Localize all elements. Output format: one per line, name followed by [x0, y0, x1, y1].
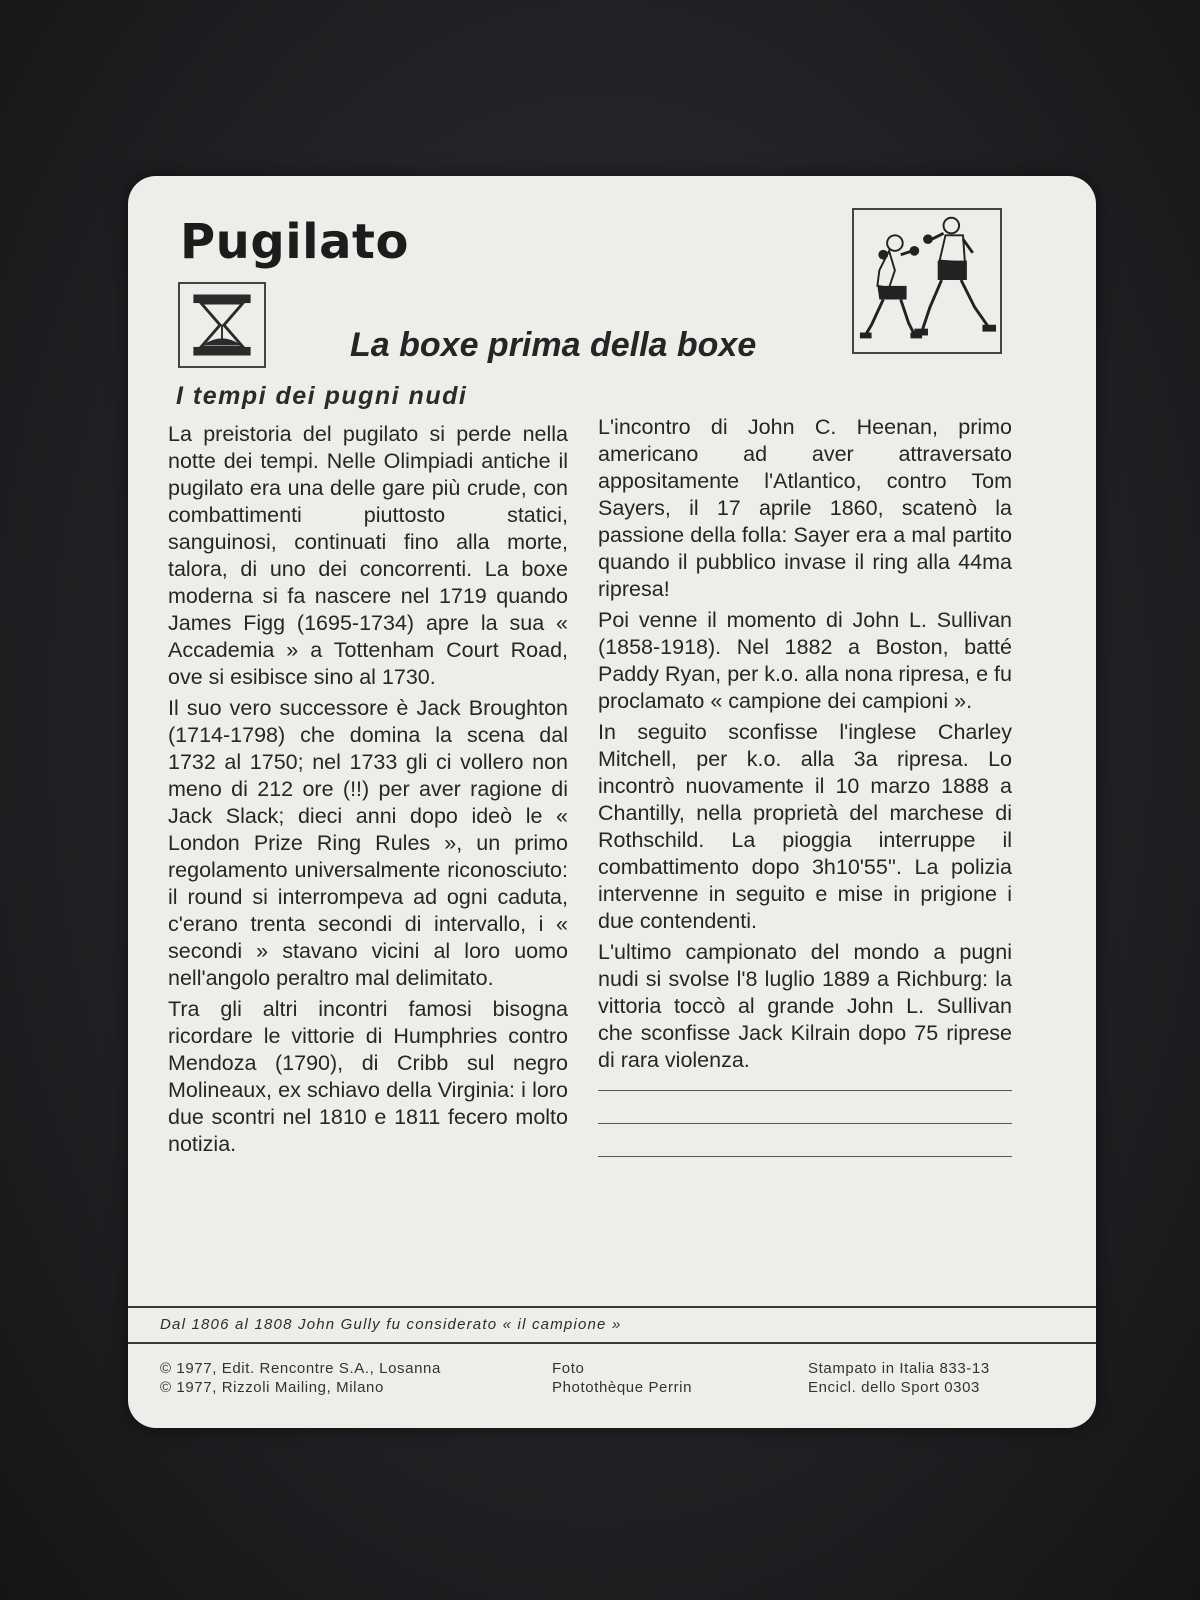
divider [128, 1342, 1096, 1344]
paragraph: Tra gli altri incontri famosi bisogna ricordare le vittorie di Humphries contro Mendoza (1790), di Cribb sul negro Molineaux, ex schiavo della Virginia: i loro due scontri nel 1810 e 1811 fecero molto notizia. [168, 997, 568, 1156]
photo-label: Foto [552, 1360, 585, 1377]
printed-line: Stampato in Italia 833-13 [808, 1360, 990, 1377]
boxers-icon [854, 210, 1000, 352]
hourglass-icon-graphic [180, 284, 264, 366]
left-column [168, 421, 568, 1162]
photo-credit: Photothèque Perrin [552, 1379, 693, 1396]
paragraph: Il suo vero successore è Jack Broughton (1714-1798) che domina la scena dal 1732 al 1750; nel 1733 gli ci vollero non meno di 212 ore (!!) per aver ragione di Jack Slack; dieci anni dopo ideò le « London Prize Ring Rules », un primo regolamento universalmente riconosciuto: il round si interrompeva ad ogni caduta, c'erano trenta secondi di intervallo, i « secondi » stavano vicini al loro uomo nell'angolo peraltro mal delimitato. [168, 696, 568, 990]
paragraph: La preistoria del pugilato si perde nella notte dei tempi. Nelle Olimpiadi antiche il pugilato era una delle gare più crude, con combattimenti piuttosto statici, sanguinosi, continuati fino alla morte, talora, di uno dei concorrenti. La boxe moderna si fa nascere nel 1719 quando James Figg (1695-1734) apre la sua « Accademia » a Tottenham Court Road, ove si esibisce sino al 1730. [168, 422, 568, 689]
hourglass-icon [178, 282, 266, 368]
note-line [598, 1156, 1012, 1157]
footer-publishers [160, 1359, 441, 1397]
footer-photo-credit [552, 1359, 692, 1397]
card-subtitle: La boxe prima della boxe [350, 326, 757, 364]
photo-caption: Dal 1806 al 1808 John Gully fu considerato « il campione » [160, 1316, 622, 1333]
encyclopedia-line: Encicl. dello Sport 0303 [808, 1379, 980, 1396]
right-column [598, 414, 1012, 1189]
divider [128, 1306, 1096, 1308]
paragraph: L'ultimo campionato del mondo a pugni nudi si svolse l'8 luglio 1889 a Richburg: la vittoria toccò al grande John L. Sullivan che sconfisse Jack Kilrain dopo 75 riprese di rara violenza. [598, 940, 1012, 1072]
blank-note-lines [598, 1090, 1012, 1157]
trading-card [128, 176, 1096, 1428]
paragraph: Poi venne il momento di John L. Sullivan (1858-1918). Nel 1882 a Boston, batté Paddy Ryan, per k.o. alla nona ripresa, e fu proclamato « campione dei campioni ». [598, 608, 1012, 713]
card-title: Pugilato [180, 214, 409, 270]
section-title: I tempi dei pugni nudi [176, 382, 468, 410]
note-line [598, 1123, 1012, 1124]
boxers-illustration [852, 208, 1002, 354]
footer-print-info [808, 1359, 990, 1397]
note-line [598, 1090, 1012, 1091]
publisher-line: © 1977, Edit. Rencontre S.A., Losanna [160, 1360, 441, 1377]
paragraph: In seguito sconfisse l'inglese Charley Mitchell, per k.o. alla 3a ripresa. Lo incontrò nuovamente il 10 marzo 1888 a Chantilly, nella proprietà del marchese di Rothschild. La pioggia interruppe il combattimento dopo 3h10'55''. La polizia intervenne in seguito e mise in prigione i due contendenti. [598, 720, 1012, 933]
paragraph: L'incontro di John C. Heenan, primo americano ad aver attraversato appositamente l'Atlantico, contro Tom Sayers, il 17 aprile 1860, scatenò la passione della folla: Sayer era a mal partito quando il pubblico invase il ring alla 44ma ripresa! [598, 415, 1012, 601]
publisher-line: © 1977, Rizzoli Mailing, Milano [160, 1379, 384, 1396]
